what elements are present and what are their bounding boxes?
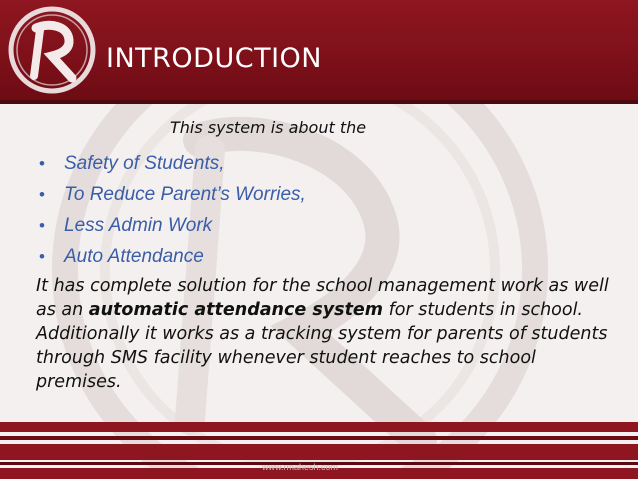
bullet-text: Less Admin Work: [64, 215, 213, 236]
bullet-text: Safety of Students,: [64, 153, 225, 174]
bullet-list: [34, 148, 306, 272]
bullet-item-admin: [34, 210, 306, 241]
paragraph-bold-term: automatic attendance system: [88, 300, 384, 320]
r-logo-icon: [6, 4, 98, 96]
bullet-item-safety: [34, 148, 306, 179]
header-stripe: [0, 100, 638, 104]
bullet-item-attendance: [34, 241, 306, 272]
bullet-marker: •: [39, 247, 45, 266]
bullet-marker: •: [39, 185, 45, 204]
paragraph-text-start: It has complete solution for the school management work as well as an: [36, 276, 609, 320]
footer-url[interactable]: www.rmahesh.com: [262, 462, 339, 472]
bullet-text: Auto Attendance: [64, 246, 204, 267]
intro-line: This system is about the: [170, 118, 367, 137]
bullet-marker: •: [39, 216, 45, 235]
bullet-marker: •: [39, 154, 45, 173]
slide-title: INTRODUCTION: [106, 43, 322, 74]
description-paragraph: [36, 274, 616, 394]
bullet-item-worries: [34, 179, 306, 210]
bullet-text: To Reduce Parent’s Worries,: [64, 184, 306, 205]
paragraph-text-end: for students in school. Additionally it works as a tracking system for parents of students through SMS facility whenever student reaches to school premises.: [36, 300, 608, 392]
